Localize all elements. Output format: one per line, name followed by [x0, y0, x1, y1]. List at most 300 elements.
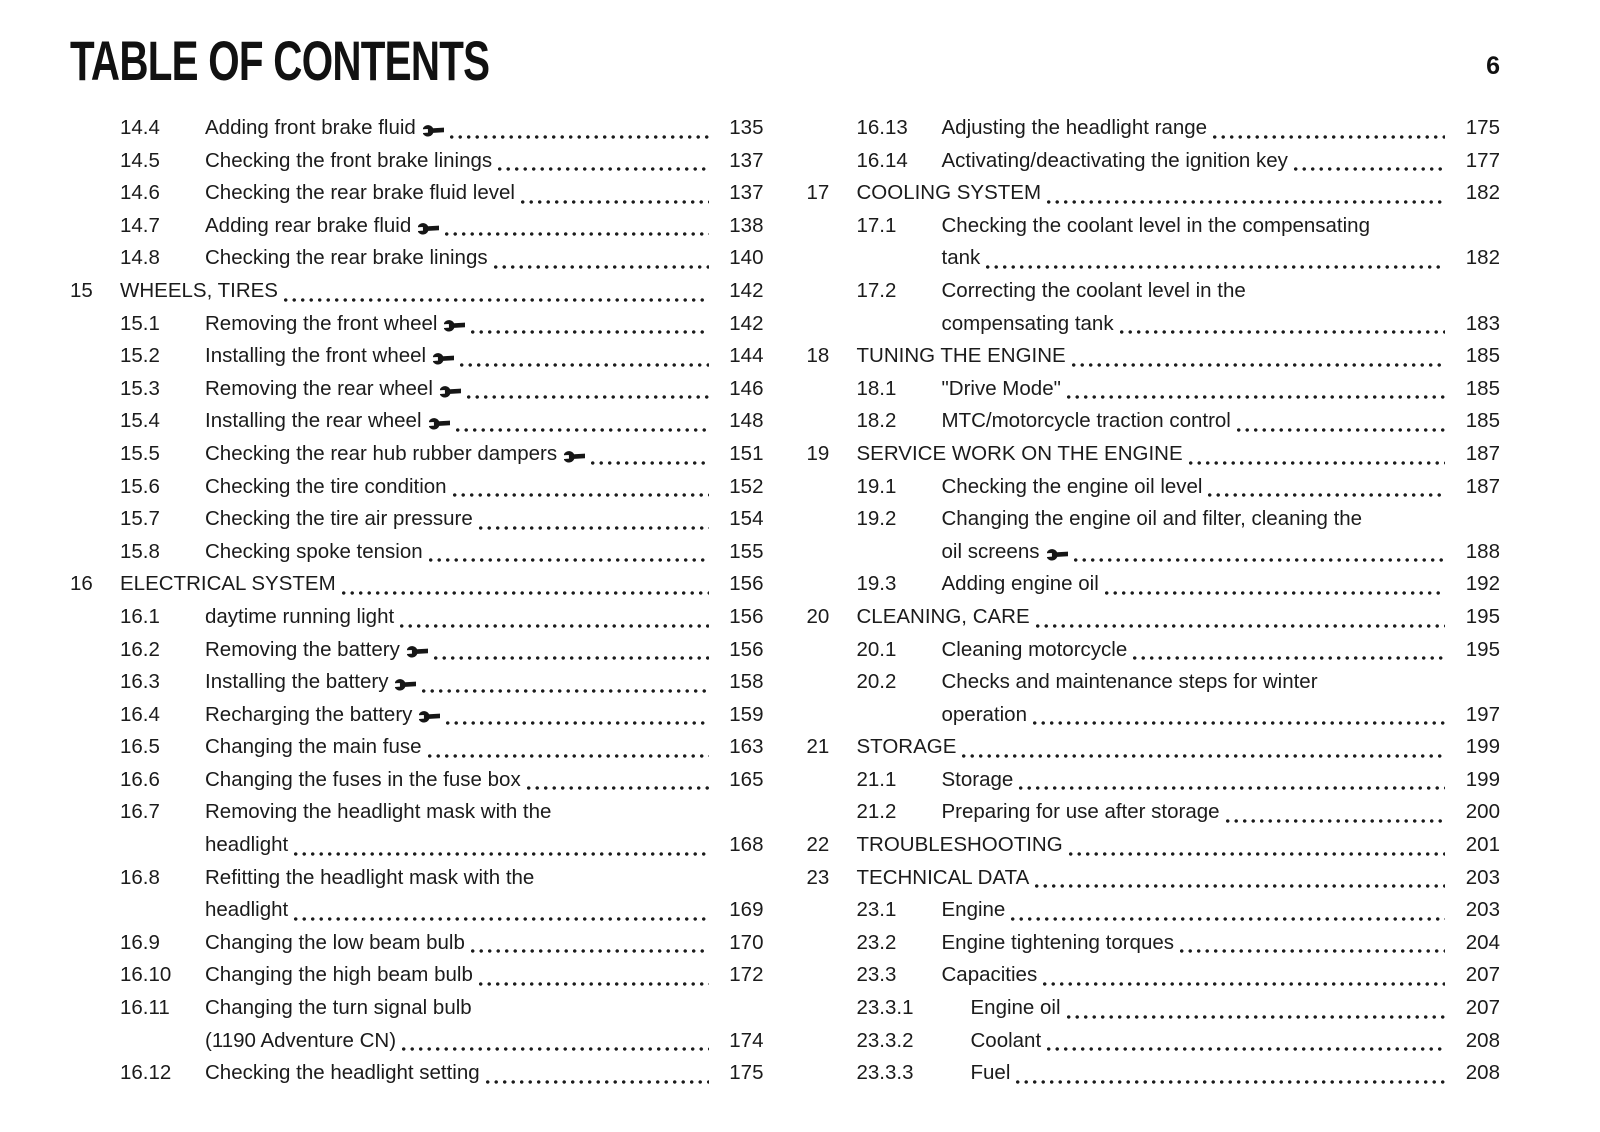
toc-entry-title: Checks and maintenance steps for winter	[941, 670, 1318, 694]
toc-entry-page: 169	[729, 898, 764, 922]
toc-entry-title-continued: headlight	[205, 833, 289, 857]
wrench-icon	[429, 413, 450, 434]
toc-entry-line	[70, 471, 764, 504]
toc-entry-page: 158	[729, 670, 764, 694]
toc-entry-line	[807, 796, 1501, 829]
toc-entry-line	[70, 242, 764, 275]
dotted-leader	[1016, 1080, 1445, 1084]
toc-entry-14.6[interactable]	[70, 177, 764, 210]
toc-entry-title: Engine	[941, 898, 1006, 922]
toc-entry-title: Installing the rear wheel	[205, 409, 422, 433]
toc-entry-line	[807, 112, 1501, 145]
toc-entry-line	[807, 340, 1501, 373]
toc-entry-14.8[interactable]	[70, 242, 764, 275]
dotted-leader	[1226, 819, 1445, 823]
wrench-icon	[1047, 544, 1068, 565]
toc-entry-15.1[interactable]	[70, 308, 764, 341]
toc-entry-page: 203	[1465, 898, 1500, 922]
toc-entry-title: Checking the front brake linings	[205, 148, 493, 172]
dotted-leader	[494, 265, 709, 269]
toc-entry-16.4[interactable]	[70, 699, 764, 732]
toc-entry-23.2[interactable]	[807, 927, 1501, 960]
toc-entry-number: 15.3	[120, 376, 160, 400]
toc-entry-title: Fuel	[970, 1061, 1011, 1085]
toc-entry-line	[807, 471, 1501, 504]
toc-entry-16.14[interactable]	[807, 145, 1501, 178]
toc-entry-19[interactable]	[807, 438, 1501, 471]
toc-entry-page: 204	[1465, 930, 1500, 954]
toc-entry-19.1[interactable]	[807, 471, 1501, 504]
toc-entry-line	[70, 308, 764, 341]
wrench-icon	[433, 348, 454, 369]
toc-entry-line	[70, 177, 764, 210]
dotted-leader	[1072, 363, 1445, 367]
dotted-leader	[429, 558, 709, 562]
toc-entry-page: 156	[729, 572, 764, 596]
toc-entry-title: Removing the front wheel	[205, 311, 438, 335]
toc-entry-line	[70, 959, 764, 992]
dotted-leader	[445, 232, 708, 236]
toc-entry-title: TUNING THE ENGINE	[856, 344, 1066, 368]
dotted-leader	[1047, 1047, 1445, 1051]
toc-entry-line	[807, 1025, 1501, 1058]
toc-entry-title: Refitting the headlight mask with the	[205, 865, 535, 889]
toc-entry-line	[70, 438, 764, 471]
toc-entry-14.7[interactable]	[70, 210, 764, 243]
toc-entry-17[interactable]	[807, 177, 1501, 210]
toc-entry-line	[70, 634, 764, 667]
toc-entry-title: Removing the rear wheel	[205, 376, 433, 400]
dotted-leader	[471, 330, 708, 334]
toc-entry-14.4[interactable]	[70, 112, 764, 145]
toc-entry-title: Changing the turn signal bulb	[205, 996, 472, 1020]
dotted-leader	[498, 167, 708, 171]
toc-entry-number: 23.1	[856, 898, 897, 922]
toc-entry-page: 154	[729, 507, 764, 531]
toc-entry-number: 16.11	[120, 996, 170, 1020]
table-of-contents	[70, 112, 1500, 1090]
toc-entry-number: 23.3.1	[856, 996, 914, 1020]
dotted-leader	[428, 754, 709, 758]
toc-entry-page: 195	[1465, 637, 1500, 661]
toc-entry-title: Checking the engine oil level	[941, 474, 1203, 498]
toc-entry-number: 16.1	[120, 604, 160, 628]
toc-entry-17.1[interactable]	[807, 210, 1501, 275]
dotted-leader	[1036, 624, 1445, 628]
toc-entry-page: 170	[729, 930, 764, 954]
toc-entry-line	[807, 894, 1501, 927]
toc-entry-19.2[interactable]	[807, 503, 1501, 568]
toc-entry-title: Checking the tire air pressure	[205, 507, 473, 531]
wrench-icon	[564, 446, 585, 467]
toc-entry-line	[807, 177, 1501, 210]
toc-entry-15.2[interactable]	[70, 340, 764, 373]
toc-entry-number: 16.9	[120, 930, 160, 954]
toc-entry-number: 18	[806, 344, 830, 368]
toc-entry-page: 185	[1465, 376, 1500, 400]
dotted-leader	[486, 1080, 709, 1084]
toc-entry-page: 208	[1465, 1061, 1500, 1085]
toc-entry-title: Adjusting the headlight range	[941, 116, 1208, 139]
toc-entry-16.10[interactable]	[70, 959, 764, 992]
toc-entry-line	[807, 405, 1501, 438]
toc-entry-title: Installing the front wheel	[205, 344, 427, 368]
toc-entry-page: 135	[729, 116, 764, 139]
toc-entry-number: 15.4	[120, 409, 160, 433]
toc-entry-23.3.2[interactable]	[807, 1025, 1501, 1058]
toc-entry-14.5[interactable]	[70, 145, 764, 178]
toc-entry-15[interactable]	[70, 275, 764, 308]
dotted-leader	[1133, 656, 1445, 660]
toc-entry-number: 16.14	[856, 148, 908, 172]
toc-entry-page: 148	[729, 409, 764, 433]
toc-entry-title: STORAGE	[856, 735, 957, 759]
toc-entry-number: 17.1	[856, 213, 897, 237]
dotted-leader	[1120, 330, 1445, 334]
toc-entry-page: 199	[1465, 767, 1500, 791]
toc-entry-page: 197	[1465, 702, 1500, 726]
toc-entry-page: 174	[729, 1028, 764, 1052]
toc-entry-title: Checking the headlight setting	[205, 1061, 480, 1085]
toc-entry-16.6[interactable]	[70, 764, 764, 797]
toc-entry-title: Checking the coolant level in the compensating	[941, 213, 1370, 237]
toc-entry-18.1[interactable]	[807, 373, 1501, 406]
toc-entry-23.3[interactable]	[807, 959, 1501, 992]
toc-entry-page: 175	[1465, 116, 1500, 139]
toc-entry-21.1[interactable]	[807, 764, 1501, 797]
dotted-leader	[962, 754, 1445, 758]
toc-entry-number: 16.8	[120, 865, 160, 889]
toc-entry-page: 203	[1465, 865, 1500, 889]
toc-entry-17.2[interactable]	[807, 275, 1501, 340]
toc-entry-page: 185	[1465, 409, 1500, 433]
toc-entry-23[interactable]	[807, 862, 1501, 895]
dotted-leader	[1189, 461, 1445, 465]
toc-entry-line	[70, 699, 764, 732]
toc-entry-number: 19.3	[856, 572, 897, 596]
toc-entry-number: 19.1	[856, 474, 897, 498]
toc-entry-title: Changing the engine oil and filter, cleaning the	[941, 507, 1363, 531]
dotted-leader	[294, 917, 708, 921]
toc-entry-line	[70, 731, 764, 764]
toc-entry-number: 16.13	[856, 116, 908, 139]
toc-entry-line	[807, 927, 1501, 960]
dotted-leader	[400, 624, 708, 628]
toc-entry-number: 23.3.3	[856, 1061, 914, 1085]
toc-entry-page: 163	[729, 735, 764, 759]
toc-entry-number: 16	[70, 572, 93, 596]
toc-entry-line	[807, 1057, 1501, 1090]
toc-entry-page: 182	[1465, 246, 1500, 270]
toc-entry-line	[70, 862, 764, 895]
toc-entry-number: 19.2	[856, 507, 897, 531]
toc-entry-line	[70, 112, 764, 145]
dotted-leader	[986, 265, 1445, 269]
toc-entry-number: 15.5	[120, 441, 160, 465]
toc-entry-number: 23.3	[856, 963, 897, 987]
toc-entry-page: 144	[729, 344, 764, 368]
toc-entry-number: 23	[806, 865, 830, 889]
toc-entry-16.13[interactable]	[807, 112, 1501, 145]
toc-entry-title: Adding engine oil	[941, 572, 1099, 596]
toc-entry-15.3[interactable]	[70, 373, 764, 406]
toc-entry-page: 165	[729, 767, 764, 791]
toc-entry-line	[807, 666, 1501, 699]
toc-entry-page: 152	[729, 474, 764, 498]
toc-entry-title: COOLING SYSTEM	[856, 181, 1042, 205]
toc-entry-title: Adding front brake fluid	[205, 116, 416, 139]
toc-entry-page: 182	[1465, 181, 1500, 205]
toc-entry-page: 177	[1465, 148, 1500, 172]
toc-entry-line	[807, 145, 1501, 178]
toc-entry-number: 15.8	[120, 539, 160, 563]
toc-entry-title-continued: headlight	[205, 898, 289, 922]
toc-entry-page: 207	[1465, 963, 1500, 987]
toc-entry-title: Engine oil	[970, 996, 1061, 1020]
dotted-leader	[1069, 852, 1445, 856]
toc-entry-title: CLEANING, CARE	[856, 604, 1030, 628]
toc-entry-title: Correcting the coolant level in the	[941, 278, 1246, 302]
dotted-leader	[479, 982, 709, 986]
toc-entry-page: 137	[729, 181, 764, 205]
dotted-leader	[460, 363, 708, 367]
toc-entry-line	[70, 210, 764, 243]
toc-entry-18[interactable]	[807, 340, 1501, 373]
dotted-leader	[1035, 884, 1445, 888]
toc-entry-number: 15.2	[120, 344, 160, 368]
toc-entry-15.4[interactable]	[70, 405, 764, 438]
toc-entry-page: 200	[1465, 800, 1500, 824]
toc-entry-number: 15.7	[120, 507, 160, 531]
toc-entry-title: Changing the main fuse	[205, 735, 422, 759]
toc-entry-page: 183	[1465, 311, 1500, 335]
toc-entry-20.1[interactable]	[807, 634, 1501, 667]
toc-entry-15.6[interactable]	[70, 471, 764, 504]
toc-entry-number: 21.1	[856, 767, 897, 791]
wrench-icon	[418, 218, 439, 239]
toc-entry-21[interactable]	[807, 731, 1501, 764]
toc-entry-line-continued	[807, 536, 1501, 569]
toc-entry-number: 20	[806, 604, 830, 628]
toc-entry-line	[70, 503, 764, 536]
toc-entry-title: Changing the low beam bulb	[205, 930, 465, 954]
toc-entry-title: Installing the battery	[205, 670, 389, 694]
toc-entry-number: 20.2	[856, 670, 897, 694]
toc-entry-16.8[interactable]	[70, 862, 764, 927]
wrench-icon	[423, 120, 444, 141]
toc-entry-number: 14.4	[120, 116, 160, 139]
toc-entry-line	[70, 145, 764, 178]
dotted-leader	[456, 428, 709, 432]
toc-entry-number: 17.2	[856, 278, 897, 302]
toc-entry-title: Checking spoke tension	[205, 539, 423, 563]
toc-entry-line	[807, 568, 1501, 601]
toc-entry-15.7[interactable]	[70, 503, 764, 536]
toc-entry-title: Adding rear brake fluid	[205, 213, 412, 237]
dotted-leader	[591, 461, 708, 465]
toc-entry-16.12[interactable]	[70, 1057, 764, 1090]
dotted-leader	[1033, 721, 1445, 725]
dotted-leader	[1011, 917, 1445, 921]
toc-entry-page: 207	[1465, 996, 1500, 1020]
dotted-leader	[471, 949, 709, 953]
toc-entry-18.2[interactable]	[807, 405, 1501, 438]
toc-entry-page: 159	[729, 702, 764, 726]
dotted-leader	[1047, 200, 1445, 204]
toc-column-right	[807, 112, 1501, 1090]
toc-entry-title: Changing the fuses in the fuse box	[205, 767, 521, 791]
toc-entry-number: 14.8	[120, 246, 160, 270]
toc-entry-title: Coolant	[970, 1028, 1042, 1052]
dotted-leader	[450, 135, 709, 139]
dotted-leader	[521, 200, 709, 204]
dotted-leader	[1208, 493, 1445, 497]
toc-entry-title: Removing the headlight mask with the	[205, 800, 552, 824]
toc-entry-number: 16.7	[120, 800, 160, 824]
toc-entry-page: 187	[1465, 441, 1500, 465]
toc-entry-23.1[interactable]	[807, 894, 1501, 927]
page-number: 6	[1486, 52, 1500, 80]
toc-entry-number: 16.6	[120, 767, 160, 791]
toc-entry-title: Storage	[941, 767, 1014, 791]
toc-entry-page: 185	[1465, 344, 1500, 368]
toc-entry-title: "Drive Mode"	[941, 376, 1061, 400]
toc-entry-title: WHEELS, TIRES	[120, 278, 278, 302]
toc-entry-page: 187	[1465, 474, 1500, 498]
toc-entry-page: 188	[1465, 539, 1500, 563]
toc-entry-number: 20.1	[856, 637, 897, 661]
toc-entry-page: 175	[729, 1061, 764, 1085]
toc-entry-line	[807, 438, 1501, 471]
toc-entry-line	[807, 503, 1501, 536]
dotted-leader	[1067, 1015, 1445, 1019]
toc-entry-page: 156	[729, 637, 764, 661]
toc-entry-title-continued: tank	[941, 246, 981, 270]
toc-entry-20.2[interactable]	[807, 666, 1501, 731]
toc-entry-16.5[interactable]	[70, 731, 764, 764]
dotted-leader	[467, 395, 709, 399]
wrench-icon	[407, 641, 428, 662]
dotted-leader	[402, 1047, 708, 1051]
toc-entry-page: 208	[1465, 1028, 1500, 1052]
toc-entry-title: Engine tightening torques	[941, 930, 1175, 954]
toc-entry-16.2[interactable]	[70, 634, 764, 667]
dotted-leader	[294, 852, 708, 856]
toc-entry-line	[807, 829, 1501, 862]
toc-entry-page: 137	[729, 148, 764, 172]
toc-entry-line	[807, 731, 1501, 764]
toc-entry-page: 140	[729, 246, 764, 270]
wrench-icon	[419, 706, 440, 727]
toc-entry-16[interactable]	[70, 568, 764, 601]
toc-entry-line-continued	[807, 308, 1501, 341]
wrench-icon	[395, 674, 416, 695]
toc-entry-title: Checking the rear hub rubber dampers	[205, 441, 558, 465]
toc-entry-title: Removing the battery	[205, 637, 400, 661]
dotted-leader	[434, 656, 709, 660]
toc-entry-23.3.1[interactable]	[807, 992, 1501, 1025]
dotted-leader	[1019, 786, 1445, 790]
toc-entry-20[interactable]	[807, 601, 1501, 634]
toc-entry-22[interactable]	[807, 829, 1501, 862]
toc-entry-title: TECHNICAL DATA	[856, 865, 1030, 889]
toc-entry-21.2[interactable]	[807, 796, 1501, 829]
toc-entry-16.1[interactable]	[70, 601, 764, 634]
toc-entry-title: SERVICE WORK ON THE ENGINE	[856, 441, 1183, 465]
toc-entry-15.8[interactable]	[70, 536, 764, 569]
toc-entry-line	[70, 373, 764, 406]
toc-entry-number: 16.4	[120, 702, 160, 726]
toc-entry-19.3[interactable]	[807, 568, 1501, 601]
toc-entry-line	[70, 764, 764, 797]
wrench-icon	[444, 315, 465, 336]
toc-entry-number: 14.7	[120, 213, 160, 237]
toc-entry-line-continued	[807, 699, 1501, 732]
dotted-leader	[1294, 167, 1445, 171]
toc-entry-16.3[interactable]	[70, 666, 764, 699]
toc-entry-16.9[interactable]	[70, 927, 764, 960]
toc-entry-page: 138	[729, 213, 764, 237]
dotted-leader	[453, 493, 709, 497]
toc-entry-number: 15.6	[120, 474, 160, 498]
dotted-leader	[342, 591, 709, 595]
toc-entry-number: 19	[806, 441, 830, 465]
toc-entry-title: MTC/motorcycle traction control	[941, 409, 1231, 433]
toc-entry-title-continued: operation	[941, 702, 1027, 726]
toc-entry-number: 17	[806, 181, 830, 205]
toc-entry-title: TROUBLESHOOTING	[856, 833, 1063, 857]
toc-entry-page: 146	[729, 376, 764, 400]
toc-entry-title: Activating/deactivating the ignition key	[941, 148, 1288, 172]
toc-entry-title: Checking the tire condition	[205, 474, 447, 498]
toc-entry-line	[807, 992, 1501, 1025]
toc-entry-16.11[interactable]	[70, 992, 764, 1057]
dotted-leader	[1067, 395, 1445, 399]
page-title: TABLE OF CONTENTS	[70, 29, 490, 92]
toc-entry-title: Checking the rear brake linings	[205, 246, 488, 270]
toc-entry-page: 201	[1465, 833, 1500, 857]
toc-entry-page: 155	[729, 539, 764, 563]
dotted-leader	[446, 721, 708, 725]
toc-entry-line	[807, 959, 1501, 992]
toc-entry-page: 151	[729, 441, 764, 465]
toc-entry-title-continued: oil screens	[941, 539, 1040, 563]
toc-entry-title: daytime running light	[205, 604, 395, 628]
toc-entry-page: 192	[1465, 572, 1500, 596]
toc-entry-number: 16.10	[120, 963, 172, 987]
toc-entry-title: Preparing for use after storage	[941, 800, 1220, 824]
toc-entry-number: 14.5	[120, 148, 160, 172]
toc-entry-line	[807, 275, 1501, 308]
toc-entry-line	[807, 373, 1501, 406]
toc-entry-23.3.3[interactable]	[807, 1057, 1501, 1090]
toc-entry-page: 199	[1465, 735, 1500, 759]
toc-entry-line	[70, 340, 764, 373]
toc-entry-16.7[interactable]	[70, 796, 764, 861]
dotted-leader	[1043, 982, 1445, 986]
toc-entry-number: 18.1	[856, 376, 897, 400]
toc-entry-line	[807, 601, 1501, 634]
toc-entry-page: 195	[1465, 604, 1500, 628]
toc-entry-number: 22	[806, 833, 830, 857]
toc-entry-15.5[interactable]	[70, 438, 764, 471]
dotted-leader	[527, 786, 709, 790]
dotted-leader	[1180, 949, 1445, 953]
toc-entry-page: 142	[729, 278, 764, 302]
page-header	[70, 30, 1500, 92]
toc-entry-title: ELECTRICAL SYSTEM	[120, 572, 336, 596]
toc-entry-number: 21	[806, 735, 830, 759]
